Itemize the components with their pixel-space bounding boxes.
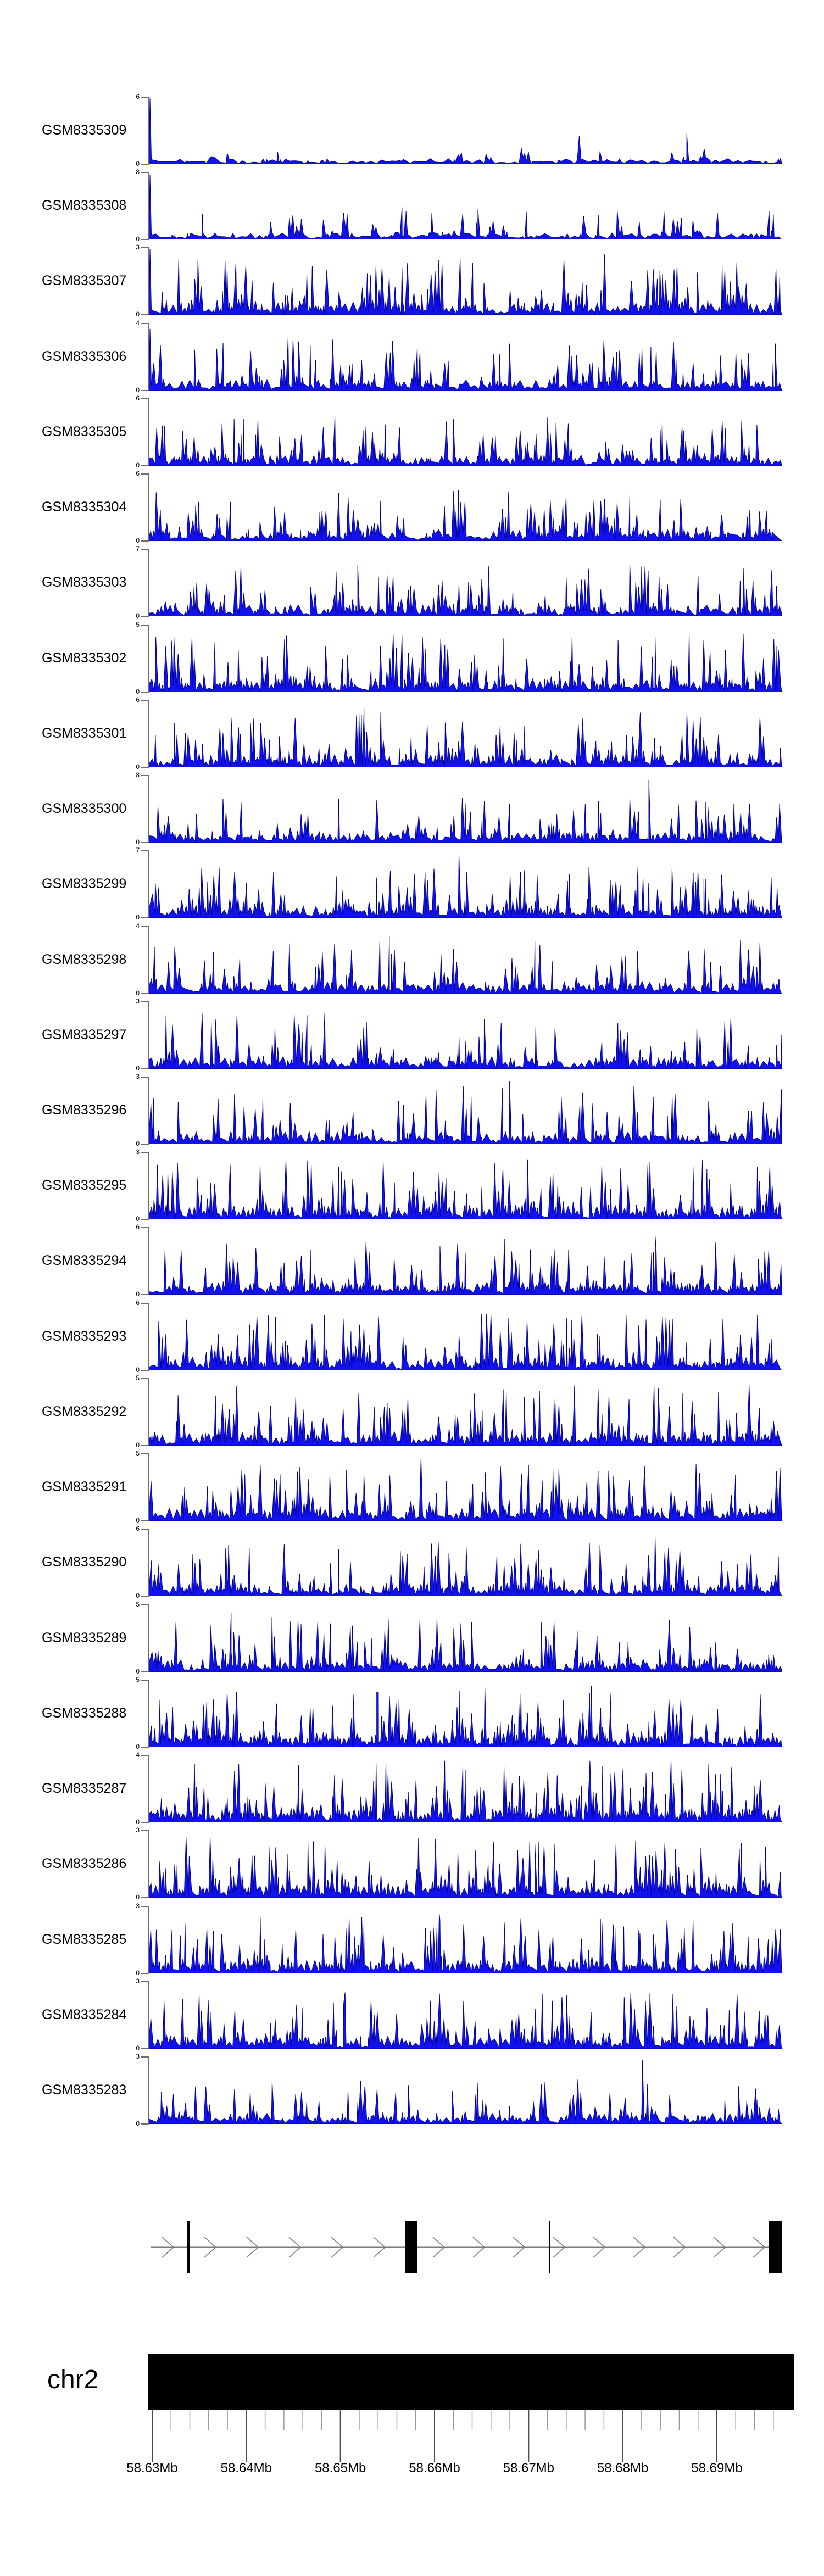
- y-axis-top-tick: [141, 398, 149, 399]
- y-axis-zero-tick: [141, 1445, 149, 1446]
- track-label: GSM8335301: [42, 725, 127, 741]
- signal-track: [0, 319, 824, 394]
- signal-area: [149, 172, 782, 239]
- signal-area: [149, 1228, 782, 1295]
- y-axis-zero-label: 0: [136, 1290, 140, 1298]
- signal-area: [149, 1755, 782, 1822]
- genomic-coordinate-label: 58.67Mb: [503, 2461, 555, 2475]
- y-axis-zero-label: 0: [136, 1365, 140, 1374]
- signal-track: [0, 997, 824, 1072]
- y-axis-max-label: 5: [136, 1449, 140, 1458]
- y-axis-zero-label: 0: [136, 235, 140, 243]
- y-axis-top-tick: [141, 1378, 149, 1379]
- y-axis-zero-tick: [141, 2048, 149, 2049]
- y-axis-top-tick: [141, 850, 149, 851]
- signal-track: [0, 394, 824, 469]
- signal-area-path: [149, 1314, 782, 1370]
- y-axis-zero-label: 0: [136, 838, 140, 846]
- signal-area-path: [149, 98, 782, 164]
- track-label: GSM8335288: [42, 1705, 127, 1721]
- signal-track: [0, 1675, 824, 1750]
- y-axis-zero-label: 0: [136, 386, 140, 394]
- y-axis-zero-label: 0: [136, 913, 140, 922]
- track-label: GSM8335286: [42, 1856, 127, 1872]
- y-axis-zero-label: 0: [136, 1742, 140, 1750]
- signal-area: [149, 1680, 782, 1747]
- y-axis-top-tick: [141, 1152, 149, 1153]
- y-axis-zero-label: 0: [136, 1441, 140, 1449]
- track-label: GSM8335304: [42, 499, 127, 515]
- signal-area-path: [149, 564, 782, 616]
- y-axis-max-label: 6: [136, 470, 140, 478]
- y-axis-zero-label: 0: [136, 537, 140, 545]
- y-axis-zero-label: 0: [136, 1064, 140, 1072]
- y-axis-zero-label: 0: [136, 612, 140, 620]
- y-axis-max-label: 6: [136, 1223, 140, 1231]
- y-axis-zero-label: 0: [136, 2119, 140, 2127]
- signal-area: [149, 474, 782, 541]
- signal-area-path: [149, 417, 782, 466]
- y-axis-top-tick: [141, 1077, 149, 1078]
- gene-exon-box: [405, 2221, 417, 2273]
- signal-area: [149, 324, 782, 391]
- track-label: GSM8335294: [42, 1253, 127, 1269]
- gene-exon-thin: [187, 2221, 190, 2273]
- y-axis-zero-label: 0: [136, 310, 140, 319]
- track-label: GSM8335283: [42, 2082, 127, 2098]
- y-axis-zero-tick: [141, 239, 149, 240]
- y-axis-max-label: 5: [136, 620, 140, 628]
- signal-track: [0, 1977, 824, 2052]
- y-axis-zero-tick: [141, 1520, 149, 1521]
- genomic-coordinate-label: 58.66Mb: [409, 2461, 460, 2475]
- y-axis-zero-tick: [141, 1671, 149, 1672]
- y-axis-zero-tick: [141, 1973, 149, 1974]
- y-axis-max-label: 5: [136, 1600, 140, 1608]
- gene-exon-thin: [549, 2221, 550, 2273]
- signal-area: [149, 1529, 782, 1596]
- y-axis-zero-label: 0: [136, 1969, 140, 1977]
- track-label: GSM8335291: [42, 1479, 127, 1495]
- y-axis-zero-label: 0: [136, 1818, 140, 1826]
- signal-area-path: [149, 175, 782, 239]
- signal-area: [149, 625, 782, 692]
- y-axis-top-tick: [141, 1680, 149, 1681]
- signal-area-path: [149, 490, 782, 541]
- y-axis-max-label: 7: [136, 846, 140, 855]
- signal-area: [149, 1454, 782, 1521]
- track-label: GSM8335289: [42, 1630, 127, 1646]
- signal-track: [0, 470, 824, 545]
- y-axis-zero-tick: [141, 1370, 149, 1371]
- y-axis-zero-tick: [141, 1596, 149, 1597]
- y-axis-top-tick: [141, 1604, 149, 1605]
- y-axis-top-tick: [141, 775, 149, 776]
- y-axis-zero-tick: [141, 314, 149, 315]
- y-axis-max-label: 7: [136, 545, 140, 553]
- track-label: GSM8335300: [42, 801, 127, 817]
- signal-area-path: [149, 1761, 782, 1822]
- y-axis-top-tick: [141, 172, 149, 173]
- signal-area-path: [149, 1385, 782, 1446]
- y-axis-zero-tick: [141, 1068, 149, 1069]
- signal-area-path: [149, 634, 782, 692]
- signal-area-path: [149, 854, 782, 918]
- signal-area-path: [149, 1686, 782, 1747]
- y-axis-top-tick: [141, 1227, 149, 1228]
- y-axis-zero-label: 0: [136, 1516, 140, 1525]
- y-axis-max-label: 3: [136, 1148, 140, 1156]
- y-axis-top-tick: [141, 247, 149, 248]
- genomic-coordinate-label: 58.63Mb: [126, 2461, 178, 2475]
- y-axis-top-tick: [141, 1981, 149, 1982]
- signal-track: [0, 1298, 824, 1374]
- signal-track: [0, 1449, 824, 1525]
- track-label: GSM8335307: [42, 273, 127, 289]
- chromosome-ideogram-bar: [148, 2354, 794, 2410]
- y-axis-zero-label: 0: [136, 1215, 140, 1223]
- track-label: GSM8335285: [42, 1931, 127, 1947]
- track-label: GSM8335290: [42, 1554, 127, 1570]
- signal-area-path: [149, 249, 782, 315]
- genomic-coordinate-label: 58.69Mb: [691, 2461, 743, 2475]
- y-axis-max-label: 5: [136, 1374, 140, 1382]
- y-axis-top-tick: [141, 549, 149, 550]
- track-label: GSM8335305: [42, 423, 127, 439]
- signal-area-path: [149, 780, 782, 843]
- y-axis-zero-tick: [141, 164, 149, 165]
- track-label: GSM8335303: [42, 575, 127, 590]
- y-axis-zero-label: 0: [136, 2044, 140, 2052]
- signal-area: [149, 1982, 782, 2049]
- track-label: GSM8335298: [42, 951, 127, 967]
- y-axis-zero-label: 0: [136, 1139, 140, 1147]
- signal-area: [149, 1605, 782, 1672]
- y-axis-zero-tick: [141, 1822, 149, 1823]
- y-axis-max-label: 6: [136, 394, 140, 402]
- genomic-coordinate-label: 58.68Mb: [597, 2461, 649, 2475]
- track-label: GSM8335309: [42, 122, 127, 138]
- y-axis-top-tick: [141, 1755, 149, 1756]
- track-label: GSM8335302: [42, 650, 127, 666]
- y-axis-max-label: 6: [136, 93, 140, 101]
- y-axis-zero-tick: [141, 1747, 149, 1748]
- y-axis-top-tick: [141, 1303, 149, 1304]
- y-axis-zero-label: 0: [136, 1667, 140, 1675]
- y-axis-max-label: 4: [136, 319, 140, 327]
- signal-area: [149, 1831, 782, 1898]
- genomic-axis-ticks: [0, 2410, 824, 2465]
- y-axis-max-label: 3: [136, 2052, 140, 2060]
- track-label: GSM8335295: [42, 1178, 127, 1194]
- track-label: GSM8335293: [42, 1328, 127, 1344]
- y-axis-top-tick: [141, 473, 149, 475]
- signal-track: [0, 2052, 824, 2127]
- signal-area-path: [149, 1081, 782, 1144]
- y-axis-zero-tick: [141, 616, 149, 617]
- signal-track: [0, 1751, 824, 1826]
- y-axis-zero-tick: [141, 2123, 149, 2125]
- signal-area-path: [149, 1160, 782, 1219]
- signal-area-path: [149, 1913, 782, 1973]
- signal-area-path: [149, 1613, 782, 1671]
- y-axis-zero-label: 0: [136, 1592, 140, 1600]
- signal-area: [149, 549, 782, 616]
- signal-area: [149, 1077, 782, 1144]
- signal-area-path: [149, 1458, 782, 1521]
- y-axis-top-tick: [141, 1453, 149, 1454]
- y-axis-max-label: 6: [136, 1298, 140, 1307]
- y-axis-zero-tick: [141, 842, 149, 843]
- signal-area-path: [149, 1236, 782, 1295]
- track-label: GSM8335306: [42, 348, 127, 364]
- signal-track: [0, 545, 824, 620]
- signal-area: [149, 1379, 782, 1446]
- signal-area: [149, 1152, 782, 1219]
- genomic-coordinate-label: 58.64Mb: [220, 2461, 272, 2475]
- y-axis-zero-tick: [141, 1144, 149, 1145]
- signal-area-path: [149, 1992, 782, 2049]
- y-axis-zero-label: 0: [136, 989, 140, 997]
- signal-track: [0, 620, 824, 695]
- y-axis-max-label: 6: [136, 695, 140, 704]
- y-axis-max-label: 3: [136, 1826, 140, 1835]
- signal-area: [149, 927, 782, 994]
- signal-track: [0, 1148, 824, 1223]
- y-axis-top-tick: [141, 1830, 149, 1831]
- signal-area: [149, 851, 782, 918]
- y-axis-max-label: 4: [136, 1751, 140, 1759]
- track-label: GSM8335287: [42, 1781, 127, 1797]
- signal-area: [149, 700, 782, 767]
- track-label: GSM8335284: [42, 2006, 127, 2022]
- signal-area: [149, 2057, 782, 2124]
- y-axis-top-tick: [141, 625, 149, 626]
- signal-area: [149, 1906, 782, 1973]
- track-label: GSM8335292: [42, 1403, 127, 1419]
- y-axis-zero-tick: [141, 767, 149, 768]
- track-label: GSM8335308: [42, 198, 127, 214]
- signal-area-path: [149, 328, 782, 390]
- gene-exon-box: [769, 2221, 782, 2273]
- gene-model-track: [0, 2216, 824, 2279]
- signal-area: [149, 248, 782, 315]
- signal-track: [0, 93, 824, 168]
- signal-track: [0, 1826, 824, 1902]
- y-axis-max-label: 3: [136, 1977, 140, 1985]
- signal-track: [0, 1600, 824, 1675]
- signal-track: [0, 1072, 824, 1147]
- y-axis-max-label: 3: [136, 1072, 140, 1080]
- y-axis-zero-label: 0: [136, 461, 140, 469]
- signal-area: [149, 776, 782, 843]
- genomic-coordinate-label: 58.65Mb: [314, 2461, 366, 2475]
- signal-track: [0, 1902, 824, 1977]
- y-axis-zero-label: 0: [136, 762, 140, 771]
- y-axis-zero-label: 0: [136, 687, 140, 695]
- signal-track: [0, 243, 824, 319]
- signal-track: [0, 1525, 824, 1600]
- y-axis-top-tick: [141, 1529, 149, 1530]
- y-axis-zero-tick: [141, 993, 149, 994]
- y-axis-zero-tick: [141, 540, 149, 542]
- y-axis-max-label: 3: [136, 243, 140, 252]
- y-axis-top-tick: [141, 700, 149, 701]
- y-axis-zero-tick: [141, 1219, 149, 1220]
- signal-area: [149, 399, 782, 466]
- y-axis-zero-label: 0: [136, 1893, 140, 1902]
- signal-track: [0, 168, 824, 243]
- y-axis-max-label: 3: [136, 1902, 140, 1910]
- signal-track: [0, 1374, 824, 1449]
- y-axis-zero-tick: [141, 1897, 149, 1898]
- y-axis-max-label: 8: [136, 771, 140, 779]
- y-axis-top-tick: [141, 926, 149, 927]
- track-label: GSM8335299: [42, 876, 127, 892]
- y-axis-max-label: 8: [136, 168, 140, 176]
- signal-area-path: [149, 1013, 782, 1069]
- y-axis-zero-tick: [141, 390, 149, 391]
- y-axis-zero-label: 0: [136, 160, 140, 168]
- y-axis-top-tick: [141, 1001, 149, 1002]
- y-axis-zero-tick: [141, 917, 149, 918]
- signal-area-path: [149, 708, 782, 767]
- signal-area-path: [149, 936, 782, 994]
- y-axis-max-label: 5: [136, 1675, 140, 1683]
- signal-area-path: [149, 1837, 782, 1898]
- y-axis-top-tick: [141, 1906, 149, 1907]
- y-axis-max-label: 3: [136, 997, 140, 1005]
- y-axis-top-tick: [141, 2056, 149, 2058]
- chromosome-label: chr2: [47, 2365, 99, 2394]
- signal-track: [0, 771, 824, 846]
- track-label: GSM8335297: [42, 1027, 127, 1042]
- signal-area: [149, 1002, 782, 1069]
- signal-area-path: [149, 2060, 782, 2124]
- signal-track: [0, 695, 824, 771]
- signal-area-path: [149, 1537, 782, 1596]
- y-axis-max-label: 6: [136, 1525, 140, 1533]
- signal-track: [0, 846, 824, 922]
- y-axis-top-tick: [141, 323, 149, 324]
- y-axis-zero-tick: [141, 1294, 149, 1295]
- signal-area: [149, 1303, 782, 1370]
- y-axis-zero-tick: [141, 692, 149, 693]
- y-axis-max-label: 4: [136, 922, 140, 930]
- signal-track: [0, 1223, 824, 1298]
- signal-track: [0, 922, 824, 997]
- y-axis-zero-tick: [141, 465, 149, 466]
- y-axis-top-tick: [141, 97, 149, 98]
- track-label: GSM8335296: [42, 1102, 127, 1118]
- signal-area: [149, 97, 782, 164]
